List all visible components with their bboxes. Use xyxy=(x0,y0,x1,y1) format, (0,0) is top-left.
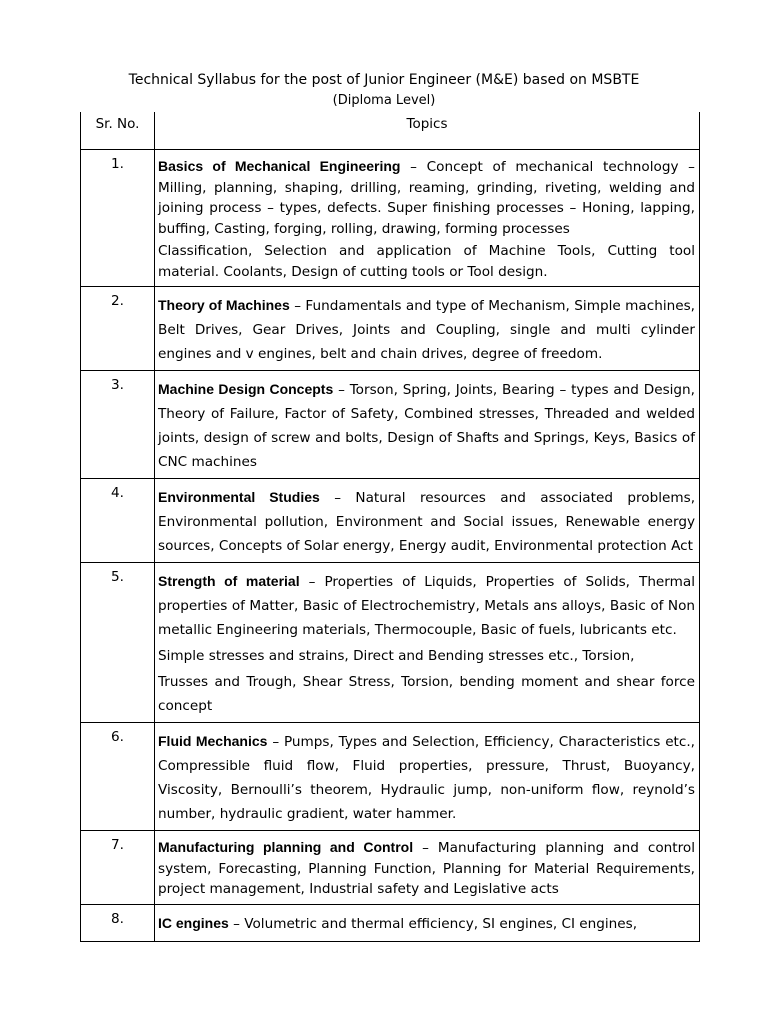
topic-label: Machine Design Concepts xyxy=(158,381,334,397)
topic-text: – Torson, Spring, Joints, Bearing – types and Design, Theory of Failure, Factor of Safety, Combined stresses, Threaded and welded joints, design of screw and bolts, Design of Shafts and Springs, Keys, Basics of CNC machines xyxy=(158,382,695,470)
table-row xyxy=(81,371,700,479)
document-title: Technical Syllabus for the post of Junior Engineer (M&E) based on MSBTE xyxy=(128,72,640,88)
topic-label: Environmental Studies xyxy=(158,489,320,505)
topic-cell xyxy=(155,563,700,723)
topic-text: – Properties of Liquids, Properties of Solids, Thermal properties of Matter, Basic of Electrochemistry, Metals ans alloys, Basic of Non metallic Engineering materials, Thermocouple, Basic of fuels, lubricants etc. xyxy=(158,574,695,638)
topic-paragraph: Classification, Selection and application of Machine Tools, Cutting tool material. Coolants, Design of cutting tools or Tool design. xyxy=(158,243,695,280)
table-row xyxy=(81,904,700,941)
topic-paragraph xyxy=(158,569,695,642)
topic-label: Fluid Mechanics xyxy=(158,733,268,749)
row-number: 4. xyxy=(81,479,155,563)
row-number: 8. xyxy=(81,904,155,941)
topic-cell xyxy=(155,150,700,287)
topic-text: – Volumetric and thermal efficiency, SI engines, CI engines, xyxy=(233,915,638,932)
table-row xyxy=(81,563,700,723)
row-number: 1. xyxy=(81,150,155,287)
table-header-row xyxy=(81,112,700,150)
row-number: 3. xyxy=(81,371,155,479)
row-number: 5. xyxy=(81,563,155,723)
topic-cell xyxy=(155,723,700,831)
topic-cell xyxy=(155,479,700,563)
column-header-topics: Topics xyxy=(155,112,700,150)
table-row xyxy=(81,150,700,287)
row-number: 6. xyxy=(81,723,155,831)
syllabus-table xyxy=(80,112,700,942)
document-subtitle: (Diploma Level) xyxy=(332,93,436,108)
row-number: 7. xyxy=(81,831,155,905)
topic-text: – Fundamentals and type of Mechanism, Simple machines, Belt Drives, Gear Drives, Joints and Coupling, single and multi cylinder engines and v engines, belt and chain drives, degree of freedom. xyxy=(158,298,695,362)
topic-paragraph xyxy=(158,156,695,239)
table-row xyxy=(81,831,700,905)
table-row xyxy=(81,479,700,563)
topic-label: IC engines xyxy=(158,914,229,931)
table-row xyxy=(81,287,700,371)
row-number: 2. xyxy=(81,287,155,371)
topic-cell xyxy=(155,371,700,479)
topic-cell xyxy=(155,904,700,941)
topic-cell xyxy=(155,831,700,905)
topic-label: Theory of Machines xyxy=(158,297,290,313)
topic-paragraph: Simple stresses and strains, Direct and Bending stresses etc., Torsion, xyxy=(158,648,635,664)
column-header-sr-no: Sr. No. xyxy=(81,112,155,150)
topic-text: – Manufacturing planning and control system, Forecasting, Planning Function, Planning for Material Requirements, project management, Industrial safety and Legislative acts xyxy=(158,840,695,897)
topic-text: – Concept of mechanical technology – Milling, planning, shaping, drilling, reaming, grinding, riveting, welding and joining process – types, defects. Super finishing processes – Honing, lapping, buffing, Casting, forging, rolling, drawing, forming processes xyxy=(158,159,695,237)
topic-cell xyxy=(155,287,700,371)
table-row xyxy=(81,723,700,831)
topic-label: Manufacturing planning and Control xyxy=(158,839,414,855)
topic-text: – Pumps, Types and Selection, Efficiency, Characteristics etc., Compressible fluid flow, Fluid properties, pressure, Thrust, Buoyancy, Viscosity, Bernoulli’s theorem, Hydraulic jump, non-uniform flow, reynold’s number, hydraulic gradient, water hammer. xyxy=(158,734,696,822)
topic-label: Strength of material xyxy=(158,573,300,589)
topic-text: – Natural resources and associated problems, Environmental pollution, Environment and Social issues, Renewable energy sources, Concepts of Solar energy, Energy audit, Environmental protection Act xyxy=(158,490,696,554)
topic-paragraph: Trusses and Trough, Shear Stress, Torsion, bending moment and shear force concept xyxy=(158,674,695,714)
topic-label: Basics of Mechanical Engineering xyxy=(158,158,401,174)
